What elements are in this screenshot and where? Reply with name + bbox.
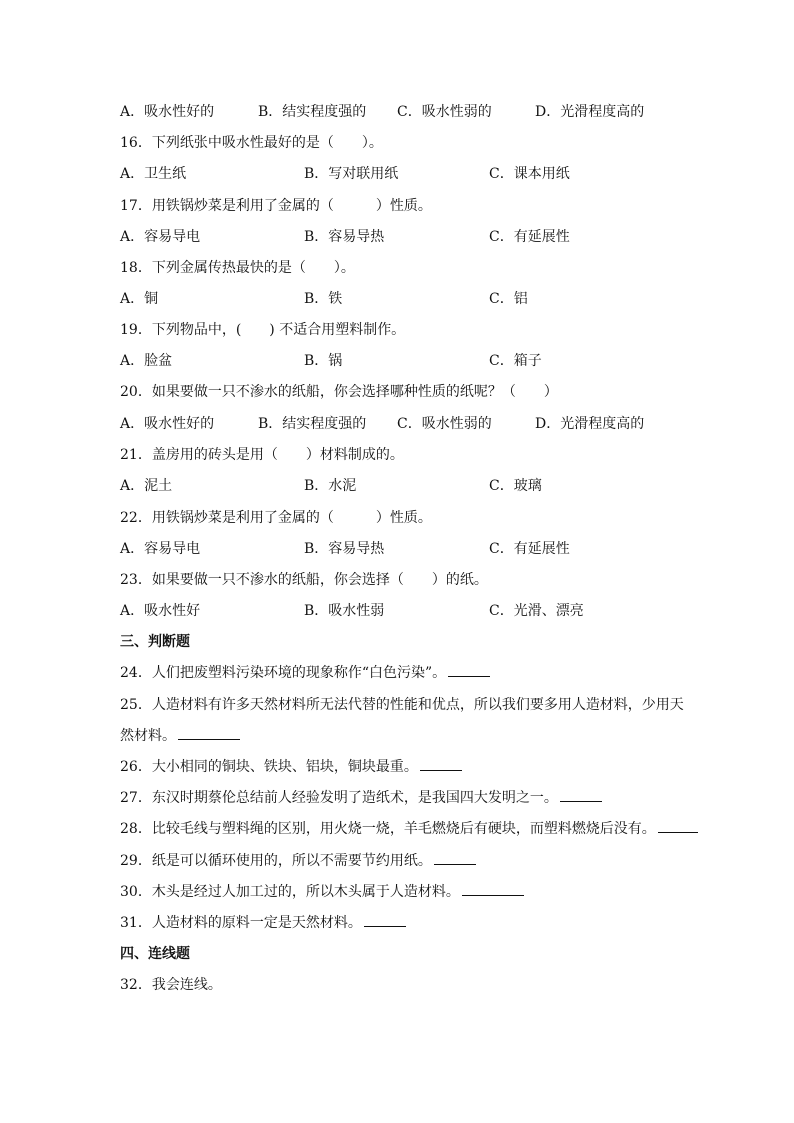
question-text: 31．人造材料的原料一定是天然材料。 [120, 915, 362, 931]
question-text: 26．大小相同的铜块、铁块、铝块，铜块最重。 [120, 759, 418, 775]
question-text: 25．人造材料有许多天然材料所无法代替的性能和优点，所以我们要多用人造材料，少用天 [120, 697, 684, 713]
option-a: A．卫生纸 [120, 166, 187, 182]
question-text: 24．人们把废塑料污染环境的现象称作“白色污染”。 [120, 665, 447, 681]
answer-blank[interactable] [658, 818, 698, 833]
question-text: 17．用铁锅炒菜是利用了金属的（ ）性质。 [120, 198, 432, 214]
question-text: 19．下列物品中，( ) 不适合用塑料制作。 [120, 322, 406, 338]
answer-blank[interactable] [434, 850, 476, 865]
question-25 [120, 694, 684, 716]
option-c: C．有延展性 [489, 541, 570, 557]
option-b: B．结实程度强的 [258, 104, 367, 120]
question-19 [120, 319, 405, 341]
question-16 [120, 132, 383, 154]
question-text: 30．木头是经过人加工过的，所以木头属于人造材料。 [120, 884, 460, 900]
option-b: B．水泥 [304, 478, 357, 494]
question-17 [120, 195, 432, 217]
option-b: B．写对联用纸 [304, 166, 399, 182]
option-d: D．光滑程度高的 [535, 416, 645, 432]
question-32 [120, 974, 222, 996]
question-text: 18．下列金属传热最快的是（ ）。 [120, 260, 355, 276]
question-31 [120, 912, 406, 934]
option-c: C．铝 [489, 291, 528, 307]
option-b: B．容易导热 [304, 541, 385, 557]
section-heading-matching [120, 943, 190, 965]
option-a: A．泥土 [120, 478, 173, 494]
option-a: A．脸盆 [120, 353, 173, 369]
option-a: A．吸水性好 [120, 603, 201, 619]
option-a: A．容易导电 [120, 541, 201, 557]
option-c: C．有延展性 [489, 229, 570, 245]
answer-blank[interactable] [560, 787, 602, 802]
question-27 [120, 787, 602, 809]
question-text: 20．如果要做一只不渗水的纸船，你会选择哪种性质的纸呢？（ ） [120, 384, 558, 400]
question-18 [120, 257, 355, 279]
option-b: B．吸水性弱 [304, 603, 385, 619]
question-21 [120, 444, 404, 466]
answer-blank[interactable] [462, 881, 524, 896]
option-b: B．容易导热 [304, 229, 385, 245]
option-a: A．铜 [120, 291, 159, 307]
answer-blank[interactable] [420, 756, 462, 771]
question-25-continued [120, 725, 240, 747]
answer-blank[interactable] [178, 725, 240, 740]
question-28 [120, 818, 698, 840]
question-26 [120, 756, 462, 778]
question-text: 22．用铁锅炒菜是利用了金属的（ ）性质。 [120, 510, 432, 526]
question-text: 23．如果要做一只不渗水的纸船，你会选择（ ）的纸。 [120, 572, 488, 588]
question-text: 然材料。 [120, 728, 176, 744]
option-c: C．课本用纸 [489, 166, 570, 182]
answer-blank[interactable] [448, 662, 490, 677]
answer-blank[interactable] [364, 912, 406, 927]
question-23 [120, 569, 488, 591]
section-heading-true-false [120, 631, 190, 653]
section-title: 三、判断题 [120, 634, 190, 650]
question-22 [120, 507, 432, 529]
option-b: B．结实程度强的 [258, 416, 367, 432]
question-text: 32．我会连线。 [120, 977, 222, 993]
question-29 [120, 850, 476, 872]
question-text: 28．比较毛线与塑料绳的区别，用火烧一烧，羊毛燃烧后有硬块，而塑料燃烧后没有。 [120, 821, 656, 837]
option-a: A．吸水性好的 [120, 416, 215, 432]
question-text: 29．纸是可以循环使用的，所以不需要节约用纸。 [120, 853, 432, 869]
option-c: C．吸水性弱的 [397, 104, 492, 120]
question-24 [120, 662, 490, 684]
option-d: D．光滑程度高的 [535, 104, 645, 120]
question-20 [120, 381, 558, 403]
option-c: C．箱子 [489, 353, 542, 369]
option-a: A．容易导电 [120, 229, 201, 245]
option-c: C．吸水性弱的 [397, 416, 492, 432]
option-b: B．锅 [304, 353, 343, 369]
question-text: 16．下列纸张中吸水性最好的是（ ）。 [120, 135, 383, 151]
section-title: 四、连线题 [120, 946, 190, 962]
option-a: A．吸水性好的 [120, 104, 215, 120]
option-b: B．铁 [304, 291, 343, 307]
option-c: C．玻璃 [489, 478, 542, 494]
question-text: 21．盖房用的砖头是用（ ）材料制成的。 [120, 447, 404, 463]
question-text: 27．东汉时期蔡伦总结前人经验发明了造纸术，是我国四大发明之一。 [120, 790, 558, 806]
question-30 [120, 881, 524, 903]
option-c: C．光滑、漂亮 [489, 603, 584, 619]
